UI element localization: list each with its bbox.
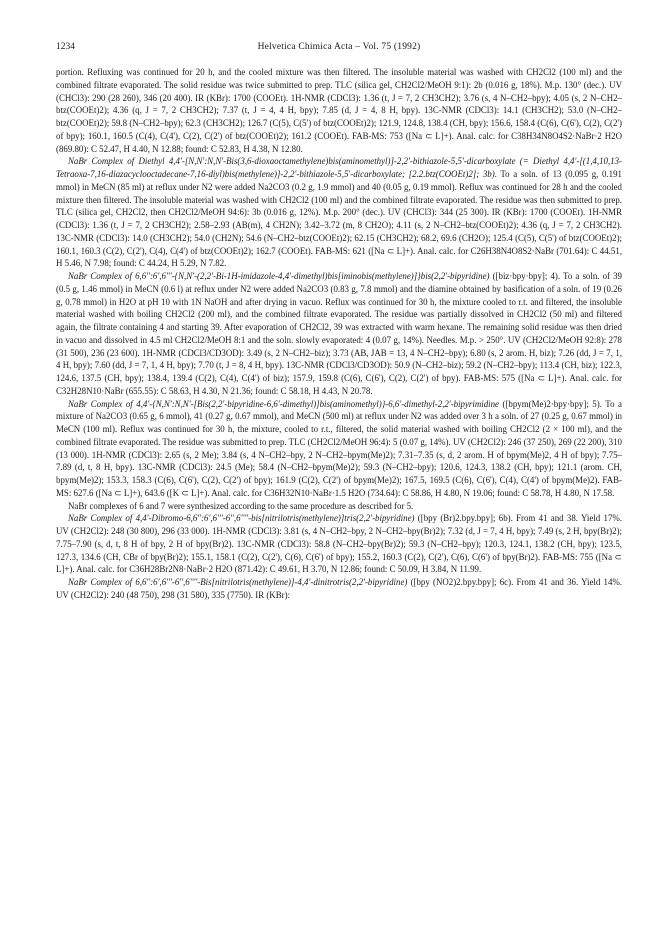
paragraph-text: . To a soln. of 13 (0.095 g, 0.191 mmol) in MeCN (85 ml) at reflux under N2 were added Na2CO3 (0.2 g, 1.9 mmol) and 40 (0.05 g, 0.19 mmol). Reflux was continued for 28 h and the cooled mixture then filtered. The insoluble material was washed with CH2Cl2 (100 ml) and the combined filtrate evaporated. The residue was then submitted to prep. TLC (silica gel, CH2Cl2, then CH2Cl2/MeOH 94:6): 3b (0.016 g, 12%). M.p. 200° (dec.). UV (CHCl3): 344 (25 300). IR (KBr): 1700 (COOEt). 1H-NMR (CDCl3): 1.36 (t, J = 7, 2 CH3CH2); 2.58–2.93 (AB(m), 4 CH2N); 3.42–3.72 (m, 8 CH2O); 4.11 (s, 2 N–CH2–btz(COOEt)2); 4.36 (q, J = 7, 2 CH3CH2). 13C-NMR (CDCl3): 14.0 (CH3CH2); 54.0 (CH2N); 54.6 (N–CH2–btz(COOEt)2); 62.15 (CH3CH2); 68.2, 69.6 (CH2O); 125.4 (C(5), C(5') of btz(COOEt)2); 160.1, 160.3 (C(2), C(2'), C(4), C(4') of btz(COOEt)2); 162.7 (COOEt). FAB-MS: 621 ([Na ⊂ L]+). Anal. calc. for C26H38N4O8S2·NaBr (701.64): C 44.51, H 5.46, N 7.98; found: C 44.24, H 5.29, N 7.82. bbox=[56, 169, 622, 269]
paragraph bbox=[56, 576, 622, 602]
journal-title: Helvetica Chimica Acta – Vol. 75 (1992) bbox=[257, 42, 421, 52]
paragraph-text: ([bpy (Br)2.bpy.bpy]; 6b). From 41 and 38. Yield 17%. UV (CH2Cl2): 248 (30 800), 296 (33 000). 1H-NMR (CDCl3): 3.81 (s, 4 N–CH2–bpy, 2 N–CH2–bpy(Br)2); 7.32 (d, J = 7, 4 H, bpy); 7.49 (s, 2 H, bpy(Br)2); 7.75–7.90 (s, d, t, 8 H of bpy, 2 H of bpy(Br)2). 13C-NMR (CDCl3): 58.8 (N–CH2–bpy(Br)2); 59.3 (N–CH2–bpy); 120.3, 124.1, 138.2 (CH, bpy); 123.5, 127.3, 134.6 (CH, CBr of bpy(Br)2); 155.1, 158.1 (C(2), C(2'), C(6), C(6') of bpy); 155.2, 160.3 (C(2), C(2'), C(6), C(6') of bpy(Br)2). FAB-MS: 755 ([Na ⊂ L]+). Anal. calc. for C36H28Br2N8·NaBr·2 H2O (871.42): C 49.61, H 3.70, N 12.86; found: C 50.09, H 3.84, N 11.99. bbox=[56, 513, 622, 575]
paragraph bbox=[56, 66, 622, 155]
paragraph-text: ([biz·bpy·bpy]; 4). To a soln. of 39 (0.5 g, 1.46 mmol) in MeCN (0.6 l) at reflux under N2 were added Na2CO3 (0.83 g, 7.8 mmol) and the diamine obtained by basification of a soln. of 19 (0.26 g, 0.78 mmol) in H2O at pH 10 with 1N NaOH and after drying in vacuo. Reflux was continued for 30 h, the mixture cooled to r.t. and filtered, the insoluble material washed with boiling CH2Cl2 (200 ml), and the combined filtrate evaporated. The residue was partially dissolved in CH2Cl2 (50 ml) and filtered again, the filtrate containing 4 and starting 39. After evaporation of CH2Cl2, 39 was extracted with warm hexane. The remaining solid residue was then dried in vacuo and dissolved in 4.5 ml CH2Cl2/MeOH 8:1 and the soln. slowly evaporated: 4 (0.07 g, 14%). Needles. M.p. > 250°. UV (CH2Cl2/MeOH 92:8): 278 (31 500), 236 (23 600). 1H-NMR (CDCl3/CD3OD): 3.49 (s, 2 N–CH2–biz); 3.73 (AB, JAB = 13, 4 N–CH2–bpy); 6.80 (s, 2 arom. H, biz); 7.26 (dd, J = 7, 1, 4 H, bpy); 7.60 (dd, J = 7, 1, 4 H, bpy); 7.70 (t, J = 8, 4 H, bpy). 13C-NMR (CDCl3/CD3OD): 50.9 (N–CH2–biz); 59.2 (N–CH2–bpy); 113.4 (CH, biz); 122.3, 124.6, 137.5 (CH, bpy); 138.4, 139.4 (C(2), C(4), C(4') of biz); 157.9, 159.8 (C(6), C(6'), C(2), C(2') of bpy). FAB-MS: 575 ([Na ⊂ L]+). Anal. calc. for C32H28N10·NaBr (655.55): C 58.63, H 4.30, N 21.36; found: C 58.18, H 4.43, N 20.78. bbox=[56, 271, 622, 396]
paragraph-text: ([bpym(Me)2·bpy·bpy]; 5). To a mixture of Na2CO3 (0.65 g, 6 mmol), 41 (0.27 g, 0.67 mmol), and MeCN (500 ml) at reflux under N2 was added over 3 h a soln. of 27 (0.25 g, 0.67 mmol) in MeCN (100 ml). Reflux was continued for 30 h, the mixture, cooled to r.t., filtered, the solid material washed with boiling CH2Cl2 (2 × 100 ml), and the combined filtrate evaporated. The residue was submitted to prep. TLC (CH2Cl2/MeOH 96:4): 5 (0.07 g, 14%). UV (CH2Cl2): 246 (37 250), 269 (22 200), 310 (13 000). 1H-NMR (CDCl3): 2.65 (s, 2 Me); 3.84 (s, 4 N–CH2–bpy, 2 N–CH2–bpym(Me)2); 7.31–7.35 (s, d, 2 arom. H of bpym(Me)2, 4 H of bpy); 7.75–7.89 (d, t, 8 H, bpy). 13C-NMR (CDCl3): 24.5 (Me); 58.4 (N–CH2–bpym(Me)2); 59.3 (N–CH2–bpy); 120.6, 124.3, 138.2 (CH, bpy); 121.1 (arom. CH, bpym(Me)2); 153.3, 158.3 (C(6), C(6'), C(2), C(2') of bpy); 161.9 (C(2), C(2') of bpym(Me)2); 167.5, 169.5 (C(6), C(6'), C(4), C(4') of bpym(Me)2). FAB-MS: 627.6 ([Na ⊂ L]+), 643.6 ([K ⊂ L]+). Anal. calc. for C36H32N10·NaBr·1.5 H2O (734.64): C 58.86, H 4.80, N 19.06; found: C 58.78, H 4.80, N 17.58. bbox=[56, 398, 622, 498]
compound-title: NaBr Complex of 4,4'-Dibromo-6,6'':6',6'''-6'',6''''-bis[nitrilotris(methylene)]tris(2,2'-bipyridine) bbox=[68, 513, 415, 524]
paragraph bbox=[56, 398, 622, 500]
paragraph bbox=[56, 270, 622, 398]
paragraph bbox=[56, 500, 622, 513]
body-text bbox=[56, 66, 622, 602]
paragraph-text: portion. Refluxing was continued for 20 h, and the cooled mixture was then filtered. The insoluble material was washed with CH2Cl2 (100 ml) and the combined filtrate evaporated. The solid residue was twice submitted to prep. TLC (silica gel, CH2Cl2/MeOH 9:1): 2b (0.016 g, 18%). M.p. 130° (dec.). UV (CHCl3): 290 (28 260), 346 (20 400). IR (KBr): 1700 (COOEt). 1H-NMR (CDCl3): 1.36 (t, J = 7, 2 CH3CH2); 3.76 (s, 4 N–CH2–bpy); 4.05 (s, 2 N–CH2–btz(COOEt)2); 4.36 (q, J = 7, 2 CH3CH2); 7.37 (t, J = 4, 4 H, bpy); 7.85 (d, J = 4, 8 H, bpy). 13C-NMR (CDCl3): 14.1 (CH3CH2); 53.0 (N–CH2–btz(COOEt)2); 59.8 (N–CH2–bpy); 62.3 (CH3CH2); 126.7 (C(5), C(5') of btz(COOEt)2); 121.9, 124.8, 138.4 (CH, bpy); 156.6, 158.4 (C(6), C(6'), C(2), C(2') of bpy); 160.1, 160.5 (C(4), C(4'), C(2), C(2') of btz(COOEt)2); 161.2 (COOEt). FAB-MS: 753 ([Na ⊂ L]+). Anal. calc. for C38H34N8O4S2·NaBr·2 H2O (869.80): C 52.47, H 4.40, N 12.88; found: C 52.83, H 4.38, N 12.80. bbox=[56, 67, 622, 154]
running-header bbox=[56, 40, 622, 54]
paragraph-text: ([bpy (NO2)2.bpy.bpy]; 6c). From 41 and 36. Yield 14%. UV (CH2Cl2): 240 (48 750), 298 (31 580), 335 (7750). IR (KBr): bbox=[56, 577, 622, 600]
compound-title: NaBr Complex of 4,4'-{N,N':N,N'-[Bis(2,2'-bipyridine-6,6'-dimethyl)]bis(aminomethyl)}-6,6'-dimethyl-2,2'-bipyrimidine bbox=[68, 398, 499, 409]
page-number: 1234 bbox=[56, 42, 75, 52]
paragraph bbox=[56, 512, 622, 576]
compound-title: NaBr Complex of 6,6'':6',6'''-6'',6''''-Bis[nitrilotris(methylene)]-4,4'-dinitrotris(2,2'-bipyridine) bbox=[68, 577, 408, 587]
compound-title: NaBr Complex of 6,6'':6',6'''-{N,N'-(2,2'-Bi-1H-imidazole-4,4'-dimethyl)bis[iminobis(methylene)]}bis(2,2'-bipyridine) bbox=[68, 271, 490, 281]
paragraph bbox=[56, 155, 622, 270]
compound-title: NaBr Complex of Diethyl 4,4'-[N,N':N,N'-Bis(3,6-dioxaoctamethylene)bis(aminomethyl)]-2,2'-bithiazole-5,5'-dicarboxylate (= Diethyl 4,4'-[(1,4,10,13-Tetraoxa-7,16-diazacyclooctadecane-7,16-diyl)bis(methylene)]-2,2'-bithiazole-5,5'-dicarboxylate; [2.2.btz(COOEt)2]; 3b) bbox=[56, 156, 622, 179]
paragraph-text: NaBr complexes of 6 and 7 were synthesized according to the same procedure as described for 5. bbox=[68, 500, 414, 511]
